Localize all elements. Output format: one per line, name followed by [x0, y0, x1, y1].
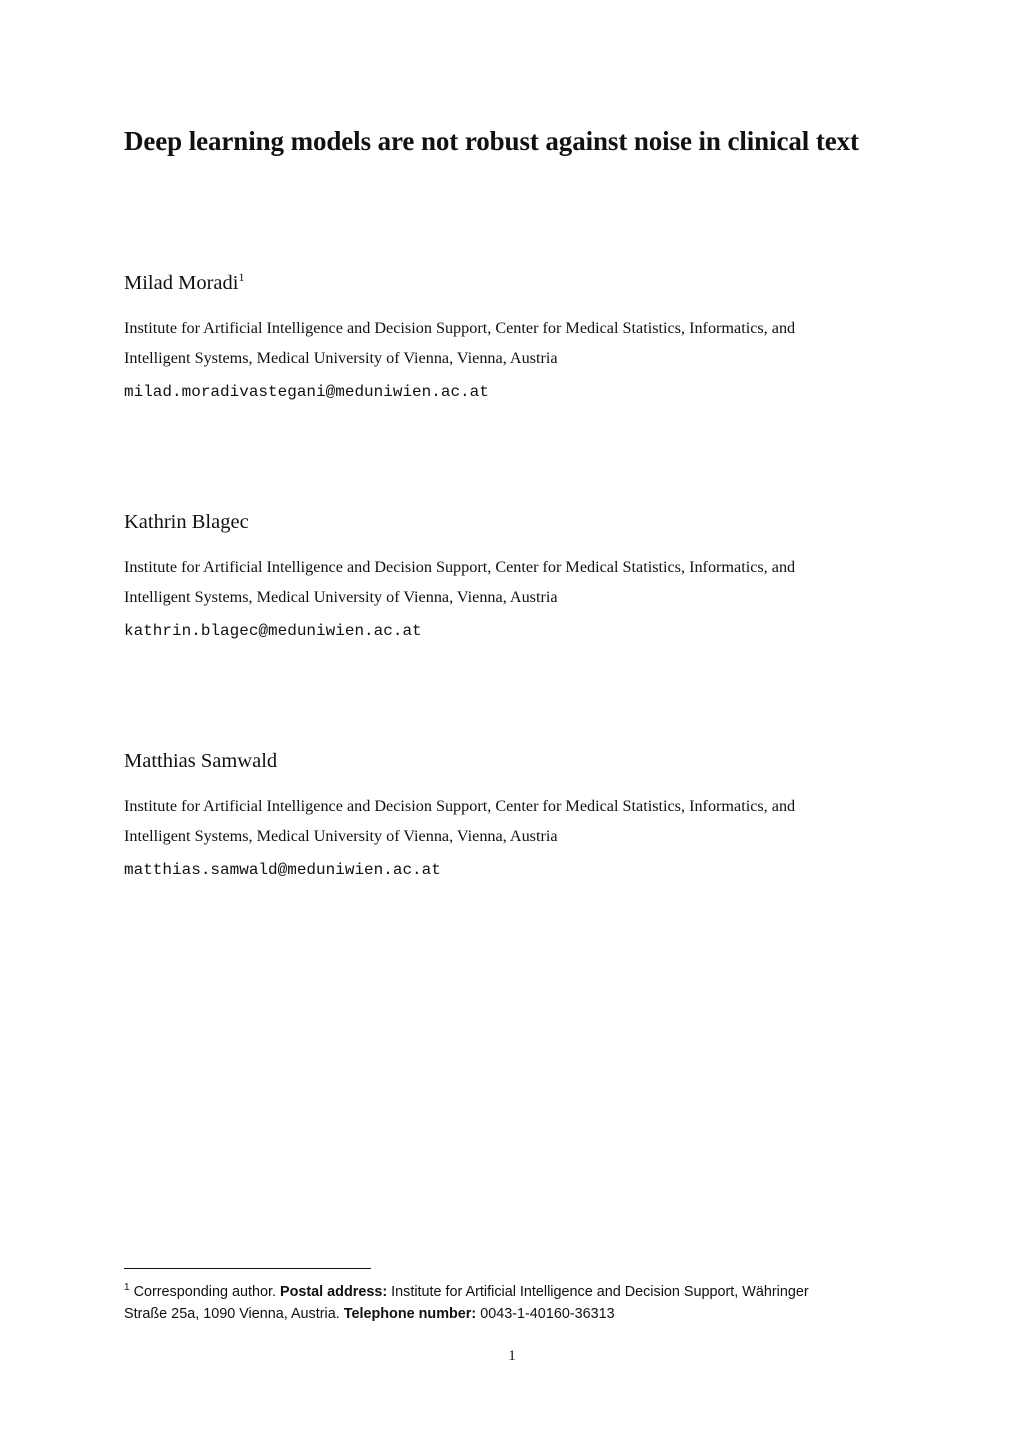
- affiliation-line: Institute for Artificial Intelligence and Decision Support, Center for Medical Statistics, Informatics, and: [124, 558, 796, 576]
- page-number: 1: [508, 1348, 516, 1364]
- author-name-text: Milad Moradi: [124, 272, 239, 294]
- footnote-marker: 1: [238, 270, 245, 284]
- footnote-line-1: [124, 1281, 894, 1303]
- telephone-number: 0043-1-40160-36313: [480, 1306, 615, 1322]
- author-name: [124, 748, 884, 774]
- footnote-divider: [124, 1268, 371, 1269]
- postal-address-text: Institute for Artificial Intelligence and Decision Support, Währinger: [391, 1284, 809, 1300]
- footnote-corresponding: Corresponding author.: [133, 1284, 276, 1300]
- author-name: [124, 509, 884, 535]
- author-affiliation: [124, 552, 884, 612]
- paper-title: Deep learning models are not robust against noise in clinical text: [124, 126, 859, 156]
- author-affiliation: [124, 791, 884, 851]
- author-email: milad.moradivastegani@meduniwien.ac.at: [124, 383, 489, 401]
- author-name-text: Matthias Samwald: [124, 750, 278, 772]
- postal-address-continued: Straße 25a, 1090 Vienna, Austria.: [124, 1306, 340, 1322]
- author-affiliation: [124, 313, 884, 373]
- author-email: matthias.samwald@meduniwien.ac.at: [124, 861, 441, 879]
- affiliation-line: Intelligent Systems, Medical University of Vienna, Vienna, Austria: [124, 827, 558, 845]
- footnote-line-2: [124, 1303, 894, 1325]
- postal-address-label: Postal address:: [279, 1284, 388, 1300]
- affiliation-line: Institute for Artificial Intelligence and Decision Support, Center for Medical Statistics, Informatics, and: [124, 319, 796, 337]
- affiliation-line: Institute for Artificial Intelligence and Decision Support, Center for Medical Statistics, Informatics, and: [124, 797, 796, 815]
- affiliation-line: Intelligent Systems, Medical University of Vienna, Vienna, Austria: [124, 349, 558, 367]
- telephone-label: Telephone number:: [343, 1306, 477, 1322]
- footnote: [124, 1281, 894, 1325]
- author-block-1: [124, 270, 884, 402]
- author-name: [124, 270, 884, 296]
- author-block-3: [124, 748, 884, 880]
- affiliation-line: Intelligent Systems, Medical University of Vienna, Vienna, Austria: [124, 588, 558, 606]
- footnote-marker: 1: [124, 1282, 130, 1293]
- author-block-2: [124, 509, 884, 641]
- author-email: kathrin.blagec@meduniwien.ac.at: [124, 622, 422, 640]
- author-name-text: Kathrin Blagec: [124, 511, 249, 533]
